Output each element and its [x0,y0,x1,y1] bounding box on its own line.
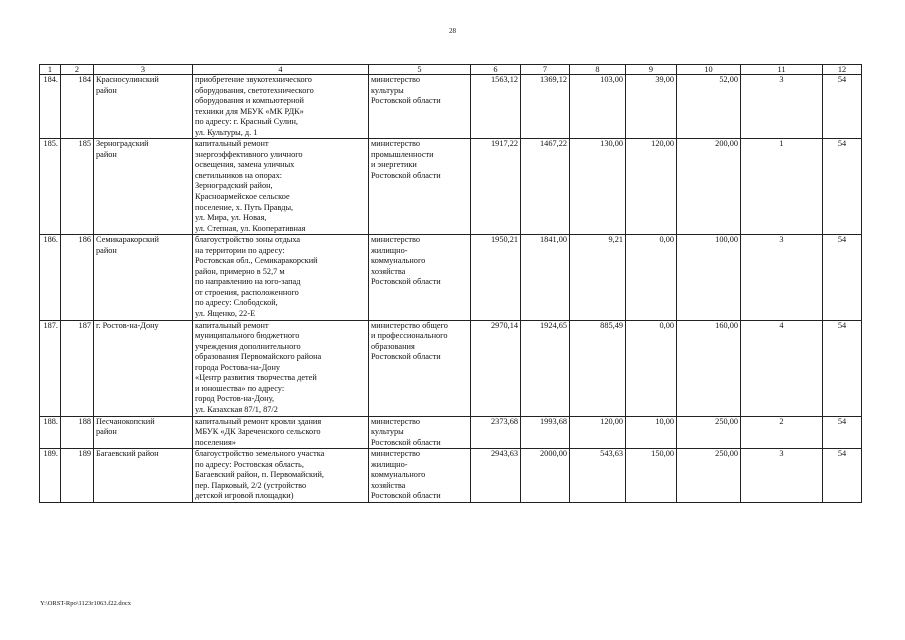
row-index: 189. [40,449,61,503]
column-number-row [40,65,862,75]
district-cell-line: район [96,427,117,437]
description-cell-line: ул. Степная, ул. Кооперативная [195,223,306,233]
column-header: 2 [61,65,94,75]
value-col11: 2 [741,416,823,449]
value-col6: 2970,14 [471,320,521,416]
column-header: 7 [521,65,570,75]
district-cell-line: Красносулинский [96,75,159,84]
description-cell-line: по адресу: Ростовская область, [195,459,304,469]
description-cell-line: Красноармейское сельское [195,192,290,202]
description-cell-line: Ростовская обл., Семикаракорский [195,256,318,266]
description-cell-line: ул. Культуры, д. 1 [195,127,258,137]
description-cell-line: Багаевский район, п. Первомайский, [195,470,325,480]
district-cell [94,449,193,503]
description-cell-line: техники для МБУК «МК РДК» [195,106,304,116]
ministry-cell-line: министерство [371,235,421,245]
ministry-cell-line: коммунального [371,256,426,266]
description-cell-line: район, примерно в 52,7 м [195,266,285,276]
district-cell [94,416,193,449]
description-cell-line: благоустройство зоны отдыха [195,235,301,245]
ministry-cell-line: хозяйства [371,480,406,490]
ministry-cell-line: жилищно- [371,245,408,255]
value-col11: 4 [741,320,823,416]
ministry-cell [369,320,471,416]
ministry-cell-line: министерство [371,75,421,84]
value-col12: 54 [823,320,862,416]
row-number: 189 [61,449,94,503]
column-header: 10 [677,65,741,75]
ministry-cell-line: Ростовской области [371,352,441,362]
value-col7: 2000,00 [521,449,570,503]
description-cell-line: освещения, замена уличных [195,160,295,170]
column-header: 9 [626,65,677,75]
ministry-cell-line: жилищно- [371,459,408,469]
ministry-cell-line: образования [371,341,415,351]
description-cell-line: ул. Мира, ул. Новая, [195,213,267,223]
district-cell [94,139,193,235]
value-col12: 54 [823,75,862,139]
description-cell [193,320,369,416]
value-col6: 2943,63 [471,449,521,503]
description-cell-line: Зерноградский район, [195,181,273,191]
value-col11: 3 [741,75,823,139]
ministry-cell-line: промышленности [371,149,434,159]
value-col7: 1369,12 [521,75,570,139]
column-header: 5 [369,65,471,75]
table-row [40,449,862,503]
description-cell-line: по направлению на юго-запад [195,277,301,287]
description-cell-line: образования Первомайского района [195,352,322,362]
description-cell-line: капитальный ремонт [195,320,269,330]
description-cell-line: город Ростов-на-Дону, [195,394,275,404]
description-cell-line: благоустройство земельного участка [195,449,325,459]
value-col9: 0,00 [626,320,677,416]
district-cell-line: район [96,245,117,255]
description-cell-line: МБУК «ДК Зареченского сельского [195,427,321,437]
row-number: 188 [61,416,94,449]
value-col10: 250,00 [677,449,741,503]
value-col11: 3 [741,449,823,503]
description-cell-line: и юношества» по адресу: [195,383,285,393]
description-cell-line: по адресу: Слободской, [195,298,278,308]
description-cell [193,416,369,449]
value-col6: 1917,22 [471,139,521,235]
ministry-cell-line: Ростовской области [371,437,441,447]
description-cell-line: муниципального бюджетного [195,331,300,341]
ministry-cell-line: министерство [371,416,421,426]
value-col10: 250,00 [677,416,741,449]
value-col6: 1563,12 [471,75,521,139]
table-row [40,75,862,139]
description-cell-line: по адресу: г. Красный Сулин, [195,117,298,127]
description-cell-line: энергоэффективного уличного [195,149,303,159]
district-cell-line: Песчанокопский [96,416,155,426]
description-cell-line: от строения, расположенного [195,287,299,297]
ministry-cell [369,139,471,235]
description-cell-line: капитальный ремонт кровли здания [195,416,322,426]
description-cell [193,449,369,503]
value-col9: 0,00 [626,235,677,320]
ministry-cell-line: культуры [371,427,404,437]
district-cell-line: Семикаракорский [96,235,159,245]
description-cell-line: поселения» [195,437,236,447]
district-cell-line: район [96,85,117,95]
value-col12: 54 [823,235,862,320]
value-col8: 543,63 [570,449,626,503]
description-cell [193,139,369,235]
row-number: 185 [61,139,94,235]
ministry-cell-line: культуры [371,85,404,95]
table-row [40,235,862,320]
value-col9: 10,00 [626,416,677,449]
page-number: 28 [449,27,456,35]
description-cell-line: оборудования и компьютерной [195,96,304,106]
district-cell-line: г. Ростов-на-Дону [96,320,159,330]
column-header: 8 [570,65,626,75]
row-index: 184. [40,75,61,139]
value-col7: 1841,00 [521,235,570,320]
value-col9: 120,00 [626,139,677,235]
description-cell-line: поселение, х. Путь Правды, [195,202,294,212]
value-col7: 1993,68 [521,416,570,449]
document-file-path: Y:\ORST-Rpo\1123r1063.f22.docx [40,600,132,607]
value-col10: 160,00 [677,320,741,416]
row-index: 187. [40,320,61,416]
value-col8: 9,21 [570,235,626,320]
ministry-cell-line: Ростовской области [371,96,441,106]
ministry-cell-line: Ростовской области [371,491,441,501]
ministry-cell [369,416,471,449]
description-cell [193,75,369,139]
row-number: 186 [61,235,94,320]
value-col8: 130,00 [570,139,626,235]
value-col6: 2373,68 [471,416,521,449]
description-cell-line: капитальный ремонт [195,139,269,149]
ministry-cell-line: и энергетики [371,160,417,170]
column-header: 11 [741,65,823,75]
ministry-cell [369,75,471,139]
district-cell [94,320,193,416]
register-table [39,64,862,503]
column-header: 12 [823,65,862,75]
district-cell-line: район [96,149,117,159]
description-cell [193,235,369,320]
ministry-cell-line: коммунального [371,470,426,480]
value-col10: 52,00 [677,75,741,139]
value-col12: 54 [823,449,862,503]
table-row [40,139,862,235]
description-cell-line: города Ростова-на-Дону [195,362,281,372]
ministry-cell-line: министерство [371,139,421,149]
value-col12: 54 [823,416,862,449]
row-index: 188. [40,416,61,449]
ministry-cell [369,235,471,320]
ministry-cell-line: Ростовской области [371,170,441,180]
ministry-cell-line: министерство общего [371,320,448,330]
value-col10: 200,00 [677,139,741,235]
value-col8: 103,00 [570,75,626,139]
row-index: 186. [40,235,61,320]
value-col9: 150,00 [626,449,677,503]
ministry-cell-line: министерство [371,449,421,459]
value-col10: 100,00 [677,235,741,320]
value-col11: 3 [741,235,823,320]
column-header: 6 [471,65,521,75]
ministry-cell-line: и профессионального [371,331,448,341]
ministry-cell [369,449,471,503]
column-header: 3 [94,65,193,75]
table-row [40,416,862,449]
description-cell-line: приобретение звукотехнического [195,75,312,84]
district-cell-line: Багаевский район [96,449,159,459]
table-row [40,320,862,416]
value-col11: 1 [741,139,823,235]
district-cell [94,75,193,139]
description-cell-line: учреждения дополнительного [195,341,301,351]
column-header: 1 [40,65,61,75]
district-cell-line: Зерноградский [96,139,149,149]
description-cell-line: пер. Парковый, 2/2 (устройство [195,480,307,490]
value-col9: 39,00 [626,75,677,139]
value-col7: 1467,22 [521,139,570,235]
description-cell-line: ул. Казахская 87/1, 87/2 [195,404,278,414]
description-cell-line: оборудования, светотехнического [195,85,314,95]
description-cell-line: на территории по адресу: [195,245,285,255]
column-header: 4 [193,65,369,75]
value-col8: 885,49 [570,320,626,416]
row-number: 187 [61,320,94,416]
ministry-cell-line: хозяйства [371,266,406,276]
description-cell-line: светильников на опорах: [195,170,283,180]
description-cell-line: детской игровой площадки) [195,491,294,501]
value-col6: 1950,21 [471,235,521,320]
description-cell-line: «Центр развития творчества детей [195,373,317,383]
description-cell-line: ул. Ященко, 22-Е [195,309,256,319]
value-col7: 1924,65 [521,320,570,416]
ministry-cell-line: Ростовской области [371,277,441,287]
row-index: 185. [40,139,61,235]
value-col12: 54 [823,139,862,235]
value-col8: 120,00 [570,416,626,449]
row-number: 184 [61,75,94,139]
district-cell [94,235,193,320]
